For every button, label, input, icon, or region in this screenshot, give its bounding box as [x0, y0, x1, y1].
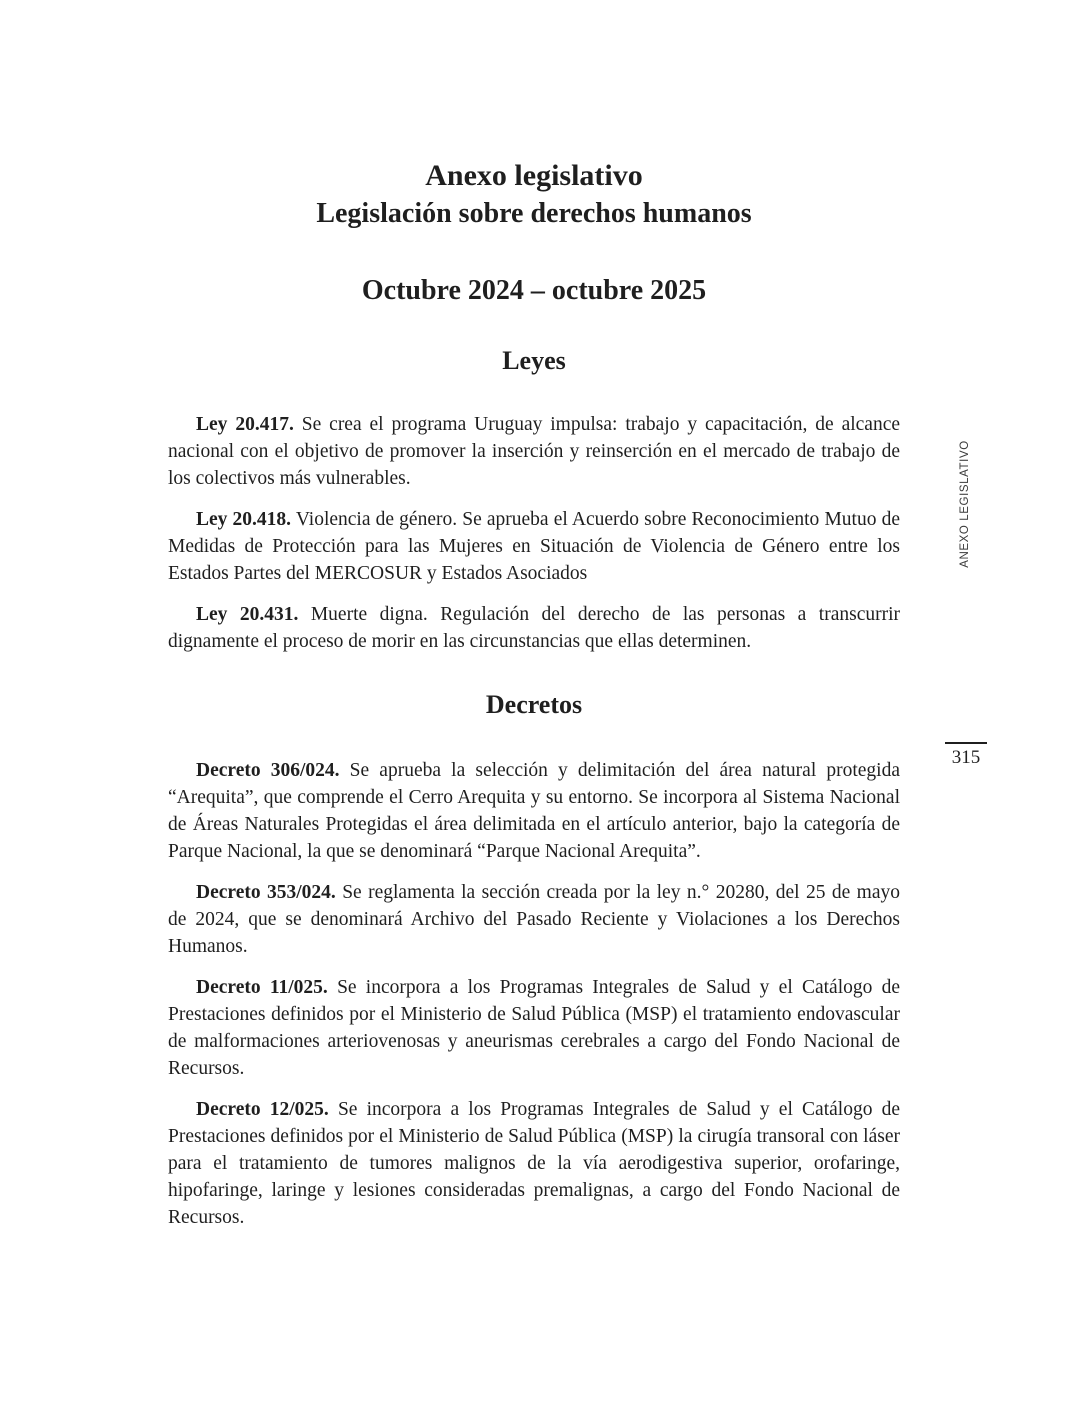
entry-text: Se reglamenta la sección creada por la ley n.° 20280, del 25 de mayo de 2024, que se denominará Archivo del Pasado Reciente y Violaciones a los Derechos Humanos. — [168, 882, 900, 957]
law-entry — [168, 601, 900, 655]
margin-tab-label: ANEXO LEGISLATIVO — [959, 440, 971, 568]
entry-text: Se aprueba la selección y delimitación del área natural protegida “Arequita”, que comprende el Cerro Arequita y su entorno. Se incorpora al Sistema Nacional de Áreas Naturales Protegidas el área delimitada en el artículo anterior, bajo la categoría de Parque Nacional, la que se denominará “Parque Nacional Arequita”. — [168, 760, 901, 862]
date-range: Octubre 2024 – octubre 2025 — [361, 275, 707, 306]
law-entry — [168, 506, 900, 587]
entry-label: Ley 20.418. — [196, 509, 292, 530]
section-heading-decretos: Decretos — [485, 690, 583, 719]
entry-label: Decreto 353/024. — [196, 882, 336, 903]
entry-text: Se crea el programa Uruguay impulsa: trabajo y capacitación, de alcance nacional con el objetivo de promover la inserción y reinserción en el mercado de trabajo de los colectivos más vulnerables. — [168, 414, 901, 489]
page-number: 315 — [945, 742, 987, 769]
page-subtitle: Legislación sobre derechos humanos — [316, 198, 752, 229]
decree-entry — [168, 1096, 900, 1231]
page-title: Anexo legislativo — [425, 159, 643, 192]
entry-text: Violencia de género. Se aprueba el Acuerdo sobre Reconocimiento Mutuo de Medidas de Protección para las Mujeres en Situación de Violencia de Género entre los Estados Partes del MERCOSUR y Estados Asociados — [168, 509, 900, 584]
decretos-entries — [168, 757, 900, 1231]
entry-text: Muerte digna. Regulación del derecho de las personas a transcurrir dignamente el proceso de morir en las circunstancias que ellas determinen. — [168, 604, 900, 652]
entry-label: Decreto 12/025. — [196, 1099, 329, 1120]
decree-entry — [168, 974, 900, 1082]
section-heading-leyes: Leyes — [502, 346, 566, 375]
entry-label: Ley 20.431. — [196, 604, 299, 625]
law-entry — [168, 411, 900, 492]
entry-text: Se incorpora a los Programas Integrales de Salud y el Catálogo de Prestaciones definidos por el Ministerio de Salud Pública (MSP) la cirugía transoral con láser para el tratamiento de tumores malignos de la vía aerodigestiva superior, orofaringe, hipofaringe, laringe y lesiones consideradas premalignas, a cargo del Fondo Nacional de Recursos. — [168, 1099, 900, 1228]
decree-entry — [168, 879, 900, 960]
entry-label: Decreto 11/025. — [196, 977, 328, 998]
entry-text: Se incorpora a los Programas Integrales de Salud y el Catálogo de Prestaciones definidos por el Ministerio de Salud Pública (MSP) el tratamiento endovascular de malformaciones arteriovenosas y aneurismas cerebrales a cargo del Fondo Nacional de Recursos. — [168, 977, 901, 1079]
text-column — [168, 0, 900, 1245]
entry-label: Ley 20.417. — [196, 414, 294, 435]
entry-label: Decreto 306/024. — [196, 760, 340, 781]
decree-entry — [168, 757, 900, 865]
leyes-entries — [168, 411, 900, 655]
